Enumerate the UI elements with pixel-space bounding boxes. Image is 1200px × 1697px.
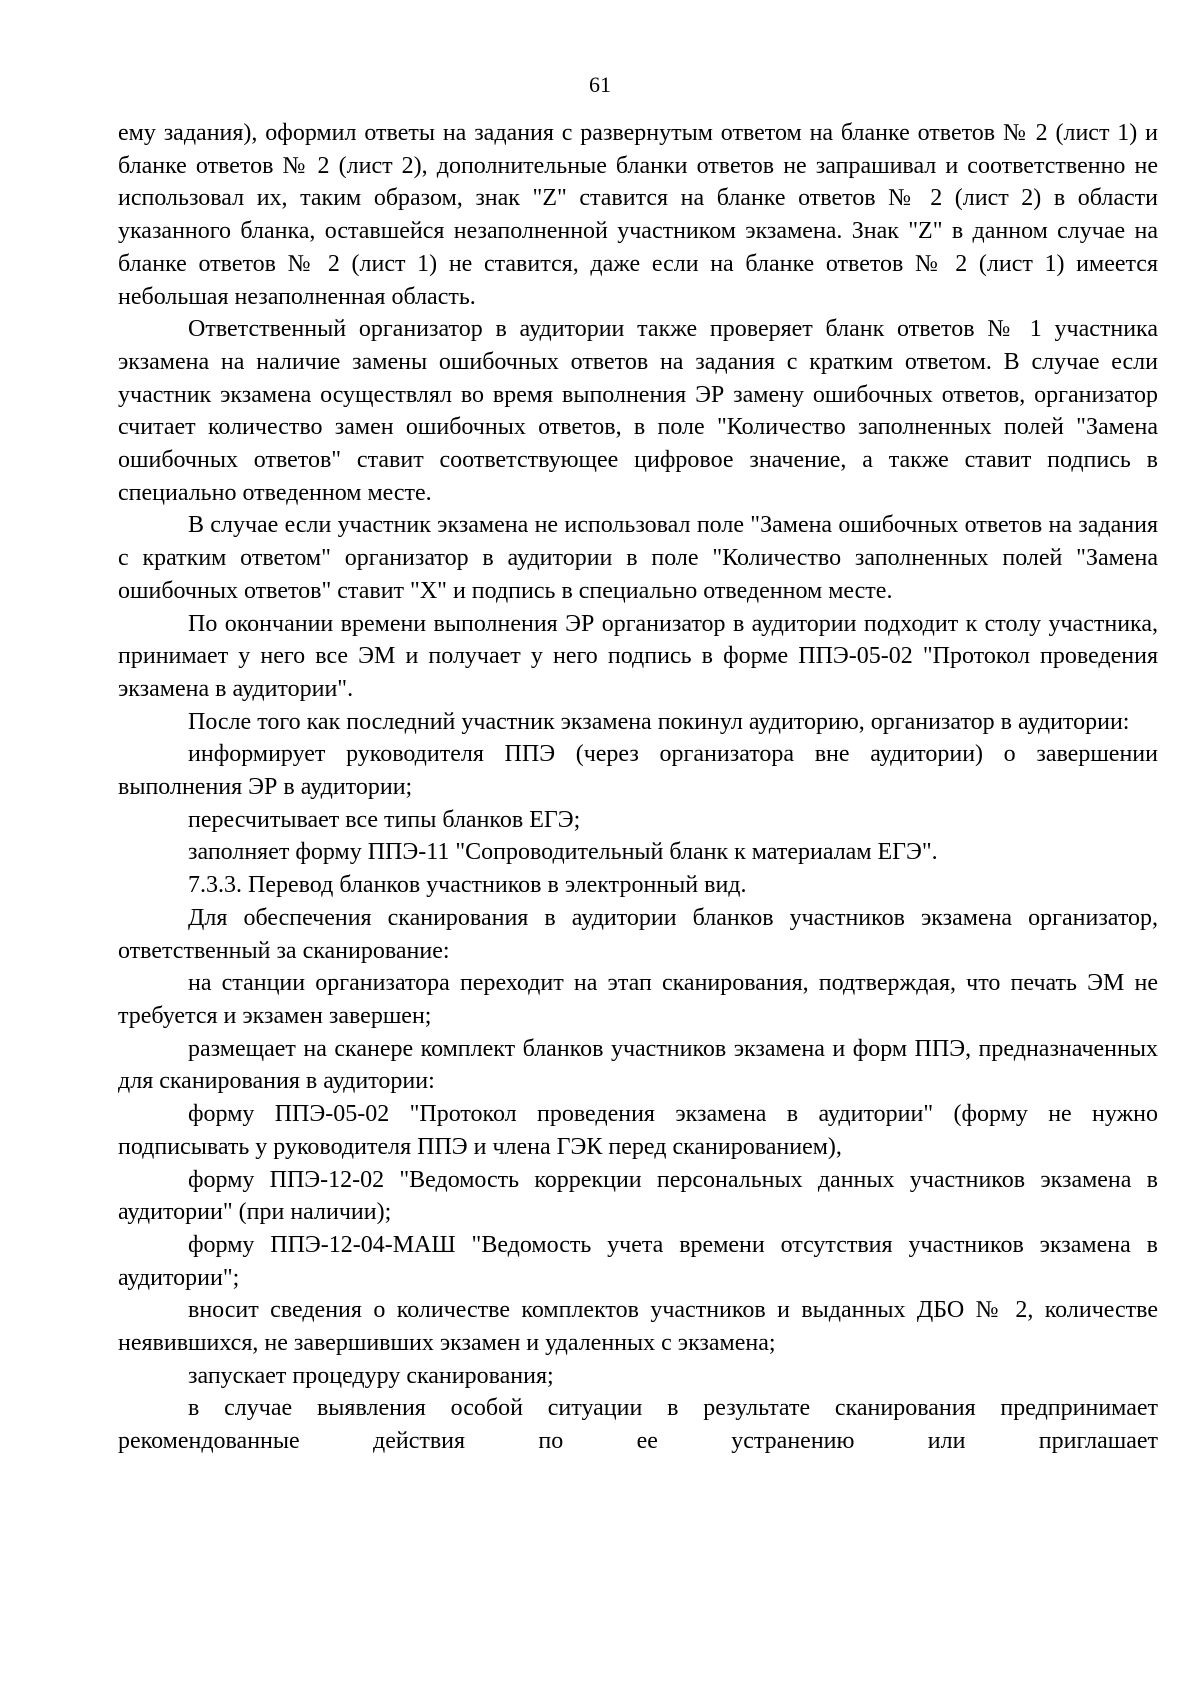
list-item-form-12-02: форму ППЭ-12-02 "Ведомость коррекции персональных данных участников экзамена в аудитории" (при наличии); xyxy=(118,1166,1158,1226)
paragraph-check-answer-sheet: Ответственный организатор в аудитории также проверяет бланк ответов № 1 участника экзамена на наличие замены ошибочных ответов на задания с кратким ответом. В случае если участник экзамена осуществлял во время выполнения ЭР замену ошибочных ответов, организатор считает количество замен ошибочных ответов, в поле "Количество заполненных полей "Замена ошибочных ответов" ставит соответствующее цифровое значение, а также ставит подпись в специально отведенном месте. xyxy=(118,316,1158,506)
list-item-start-scanning: запускает процедуру сканирования; xyxy=(188,1362,554,1389)
list-item-scanning-stage: на станции организатора переходит на этап сканирования, подтверждая, что печать ЭМ не требуется и экзамен завершен; xyxy=(118,970,1158,1029)
page-number: 61 xyxy=(589,72,611,97)
list-item-place-on-scanner: размещает на сканере комплект бланков участников экзамена и форм ППЭ, предназначенных для сканирования в аудитории: xyxy=(118,1035,1158,1095)
paragraph-no-replacement: В случае если участник экзамена не использовал поле "Замена ошибочных ответов на задания с кратким ответом" организатор в аудитории в поле "Количество заполненных полей "Замена ошибочных ответов" ставит "X" и подпись в специально отведенном месте. xyxy=(118,512,1158,604)
list-item-enter-counts: вносит сведения о количестве комплектов участников и выданных ДБО № 2, количестве неявившихся, не завершивших экзамен и удаленных с экзамена; xyxy=(118,1297,1158,1357)
list-item-special-situation: в случае выявления особой ситуации в результате сканирования предпринимает рекомендованные действия по ее устранению или приглашает xyxy=(118,1395,1158,1455)
list-item-recount-forms: пересчитывает все типы бланков ЕГЭ; xyxy=(188,806,581,833)
list-item-fill-form-11: заполняет форму ППЭ-11 "Сопроводительный бланк к материалам ЕГЭ". xyxy=(188,839,938,866)
paragraph-continuation: ему задания), оформил ответы на задания с развернутым ответом на бланке ответов № 2 (лист 1) и бланке ответов № 2 (лист 2), дополнительные бланки ответов не запрашивал и соответственно не использовал их, таким образом, знак "Z" ставится на бланке ответов № 2 (лист 2) в области указанного бланка, оставшейся незаполненной участником экзамена. Знак "Z" в данном случае на бланке ответов № 2 (лист 1) не ставится, даже если на бланке ответов № 2 (лист 1) имеется небольшая незаполненная область. xyxy=(118,120,1158,310)
paragraph-scanning-intro: Для обеспечения сканирования в аудитории бланков участников экзамена организатор, ответственный за сканирование: xyxy=(118,904,1158,964)
list-item-form-05-02: форму ППЭ-05-02 "Протокол проведения экзамена в аудитории" (форму не нужно подписывать у руководителя ППЭ и члена ГЭК перед сканированием), xyxy=(118,1101,1158,1160)
page-text xyxy=(118,117,1158,1458)
paragraph-end-of-exam: По окончании времени выполнения ЭР организатор в аудитории подходит к столу участника, принимает у него все ЭМ и получает у него подпись в форме ППЭ-05-02 "Протокол проведения экзамена в аудитории". xyxy=(118,610,1158,702)
list-item-inform-head: информирует руководителя ППЭ (через организатора вне аудитории) о завершении выполнения ЭР в аудитории; xyxy=(118,741,1158,801)
paragraph-after-last-participant: После того как последний участник экзамена покинул аудиторию, организатор в аудитории: xyxy=(188,708,1130,735)
list-item-form-12-04: форму ППЭ-12-04-МАШ "Ведомость учета времени отсутствия участников экзамена в аудитории"; xyxy=(118,1231,1158,1291)
section-heading-7-3-3: 7.3.3. Перевод бланков участников в электронный вид. xyxy=(188,872,747,899)
